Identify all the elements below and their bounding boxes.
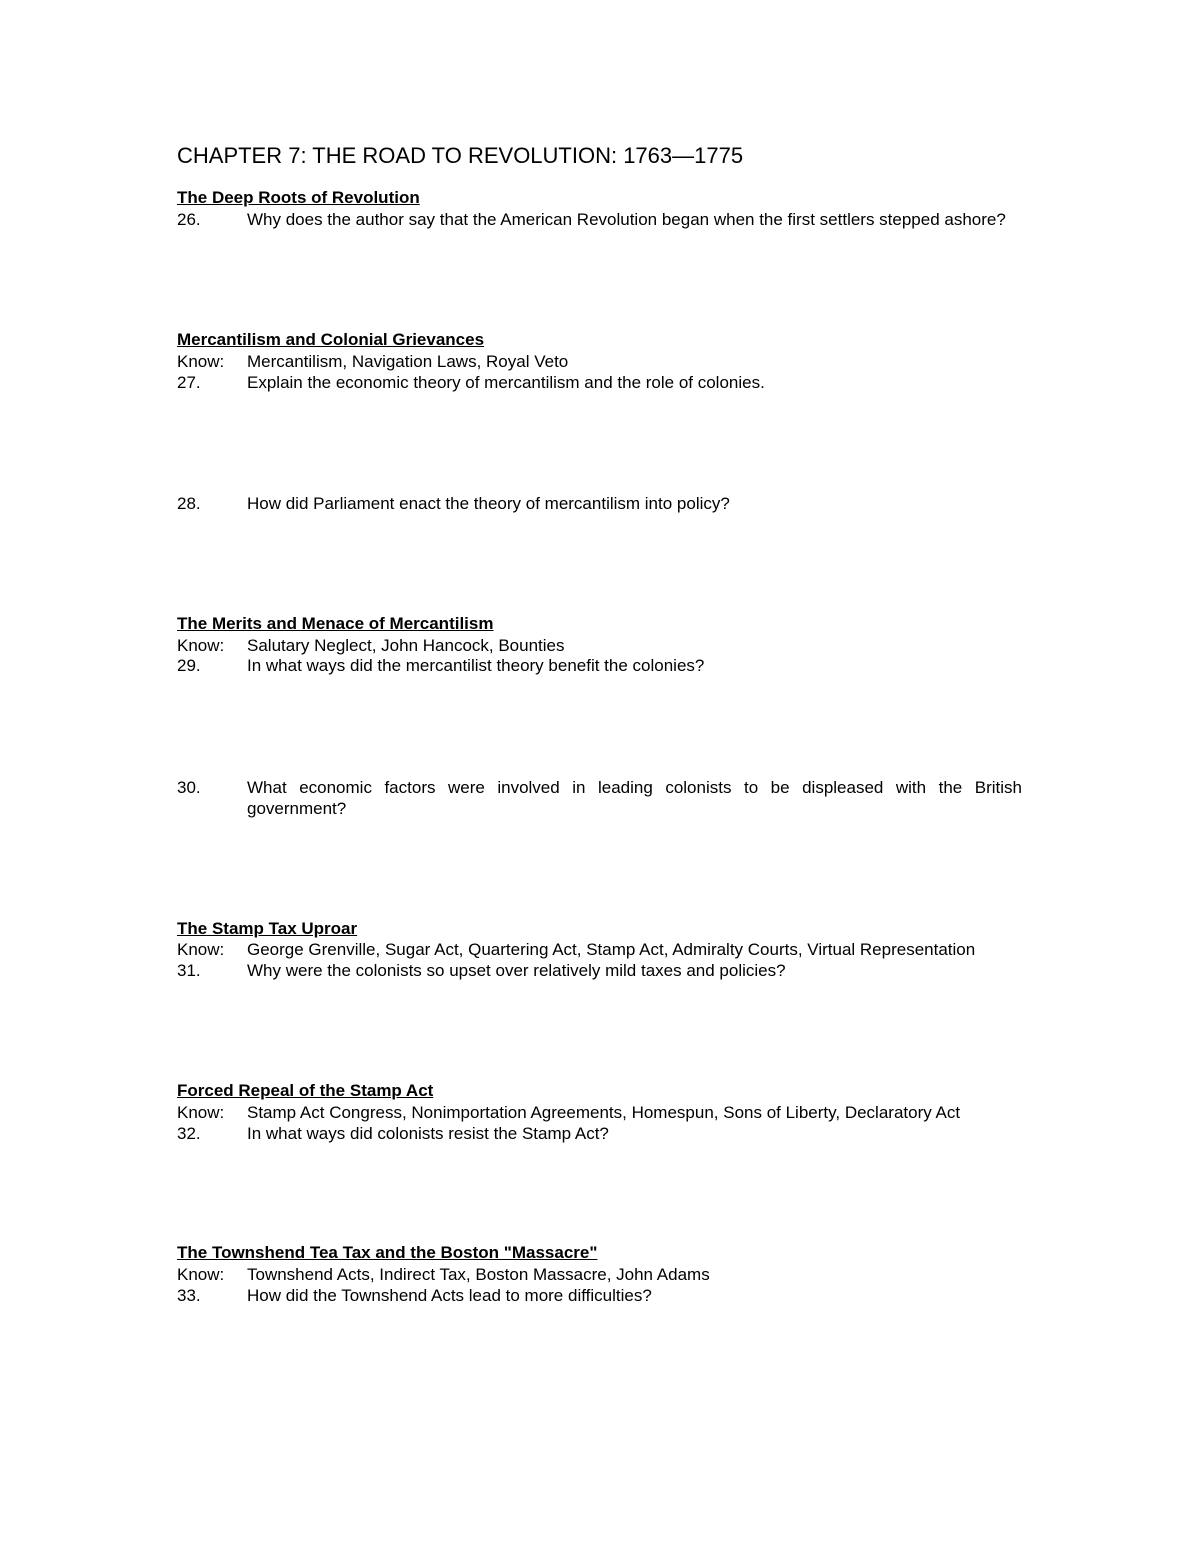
chapter-title: CHAPTER 7: THE ROAD TO REVOLUTION: 1763—1775: [177, 143, 744, 168]
know-terms: George Grenville, Sugar Act, Quartering Act, Stamp Act, Admiralty Courts, Virtual Representation: [247, 940, 976, 959]
section-heading-mercantilism: Mercantilism and Colonial Grievances: [177, 330, 485, 349]
question-text: How did the Townshend Acts lead to more difficulties?: [247, 1286, 652, 1305]
question-text: Why were the colonists so upset over relatively mild taxes and policies?: [247, 961, 786, 980]
question-number: 29.: [177, 656, 201, 675]
question-text: How did Parliament enact the theory of mercantilism into policy?: [247, 494, 730, 513]
know-terms: Mercantilism, Navigation Laws, Royal Veto: [247, 352, 569, 371]
question-text: Explain the economic theory of mercantilism and the role of colonies.: [247, 373, 765, 392]
question-number: 33.: [177, 1286, 201, 1305]
question-number: 31.: [177, 961, 201, 980]
know-label: Know:: [177, 1103, 225, 1122]
question-text: In what ways did the mercantilist theory benefit the colonies?: [247, 656, 705, 675]
question-number: 27.: [177, 373, 201, 392]
section-heading-stamp-tax: The Stamp Tax Uproar: [177, 919, 358, 938]
know-label: Know:: [177, 1265, 225, 1284]
know-label: Know:: [177, 940, 225, 959]
know-terms: Stamp Act Congress, Nonimportation Agreements, Homespun, Sons of Liberty, Declaratory Act: [247, 1103, 961, 1122]
know-terms: Townshend Acts, Indirect Tax, Boston Massacre, John Adams: [247, 1265, 710, 1284]
know-label: Know:: [177, 636, 225, 655]
know-label: Know:: [177, 352, 225, 371]
section-heading-deep-roots: The Deep Roots of Revolution: [177, 188, 420, 207]
question-number: 26.: [177, 210, 201, 229]
question-text: What economic factors were involved in leading colonists to be displeased with the British government?: [247, 778, 1022, 818]
question-text: In what ways did colonists resist the Stamp Act?: [247, 1124, 609, 1143]
section-heading-forced-repeal: Forced Repeal of the Stamp Act: [177, 1081, 434, 1100]
section-heading-townshend: The Townshend Tea Tax and the Boston "Massacre": [177, 1243, 598, 1262]
section-heading-merits-menace: The Merits and Menace of Mercantilism: [177, 614, 494, 633]
know-terms: Salutary Neglect, John Hancock, Bounties: [247, 636, 565, 655]
question-number: 32.: [177, 1124, 201, 1143]
question-number: 30.: [177, 778, 201, 797]
question-number: 28.: [177, 494, 201, 513]
question-text: Why does the author say that the American Revolution began when the first settlers stepped ashore?: [247, 210, 1006, 229]
